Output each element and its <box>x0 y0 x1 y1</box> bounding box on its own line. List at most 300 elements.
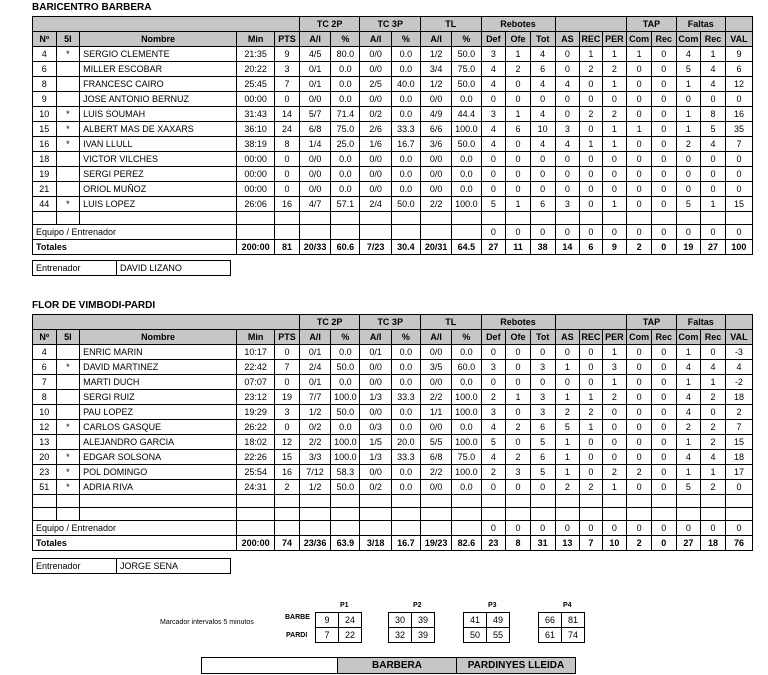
stat-cell: 0.0 <box>391 152 420 167</box>
stat-cell: 0 <box>676 521 701 536</box>
header-spacer <box>555 17 627 32</box>
stat-cell: 0 <box>506 360 531 375</box>
stat-cell: 0 <box>580 465 602 480</box>
stat-cell: 2/2 <box>420 197 451 212</box>
stat-cell: 0 <box>275 420 300 435</box>
stat-cell: 4/7 <box>299 197 330 212</box>
stat-cell: 0 <box>725 152 752 167</box>
stat-cell: 0 <box>602 405 627 420</box>
stat-cell: 5 <box>481 435 506 450</box>
stat-cell: 0 <box>530 225 555 240</box>
stat-cell: 4 <box>725 360 752 375</box>
stat-cell: 1 <box>602 137 627 152</box>
stat-cell: 4 <box>701 77 726 92</box>
stat-cell: 0 <box>580 225 602 240</box>
stat-cell: 100.0 <box>452 435 481 450</box>
column-header: VAL <box>725 32 752 47</box>
stat-cell: 0 <box>627 345 652 360</box>
player-row <box>33 122 753 137</box>
stat-cell <box>56 182 80 197</box>
stat-cell: 3 <box>275 62 300 77</box>
stat-cell: 0 <box>506 405 531 420</box>
stat-cell: 1 <box>627 47 652 62</box>
stat-cell: 0 <box>627 182 652 197</box>
stat-cell: 2 <box>580 62 602 77</box>
stat-cell: 50.0 <box>331 480 360 495</box>
stat-cell: 1/6 <box>360 137 391 152</box>
stat-cell: 10 <box>33 405 57 420</box>
stat-cell: 0 <box>627 225 652 240</box>
stat-cell: 1 <box>676 77 701 92</box>
stat-cell: 0 <box>506 225 531 240</box>
totals-row <box>33 536 753 551</box>
player-name: JOSE ANTONIO BERNUZ <box>80 92 237 107</box>
stat-cell: 1 <box>676 435 701 450</box>
stat-cell: 7 <box>725 137 752 152</box>
stat-cell: 0/1 <box>299 375 330 390</box>
stat-cell: 6 <box>33 360 57 375</box>
player-name: SERGI PEREZ <box>80 167 237 182</box>
stat-cell: 24 <box>275 122 300 137</box>
player-row <box>33 480 753 495</box>
empty-row <box>33 508 753 521</box>
stat-cell: 1 <box>602 345 627 360</box>
stat-cell: 14 <box>275 107 300 122</box>
stat-cell: 0 <box>602 450 627 465</box>
stat-cell: 0.0 <box>391 405 420 420</box>
stat-cell: 0 <box>602 420 627 435</box>
stat-cell: 6 <box>530 420 555 435</box>
stat-cell: 60.0 <box>452 360 481 375</box>
empty-cell <box>33 495 57 508</box>
column-header: AS <box>555 330 580 345</box>
stat-cell: 3 <box>530 360 555 375</box>
column-header: A/I <box>299 32 330 47</box>
column-header: A/I <box>420 330 451 345</box>
player-name: LUIS SOUMAH <box>80 107 237 122</box>
stat-cell: 2 <box>481 465 506 480</box>
stat-cell: 15 <box>275 450 300 465</box>
group-header-rebotes: Rebotes <box>481 315 555 330</box>
stat-cell: 0.0 <box>331 152 360 167</box>
stat-cell: 0 <box>530 167 555 182</box>
player-name: EDGAR SOLSONA <box>80 450 237 465</box>
total-cell: 0 <box>651 536 676 551</box>
stat-cell: 0 <box>530 182 555 197</box>
stat-cell: 18:02 <box>237 435 275 450</box>
player-row <box>33 360 753 375</box>
column-header: Tot <box>530 330 555 345</box>
period-header: P3 <box>488 602 497 609</box>
stat-cell: 0.0 <box>331 77 360 92</box>
empty-cell <box>452 495 481 508</box>
stat-cell: 5 <box>701 122 726 137</box>
stat-cell: 0 <box>651 167 676 182</box>
stat-cell: 0 <box>555 107 580 122</box>
empty-cell <box>331 212 360 225</box>
stat-cell: 0 <box>627 375 652 390</box>
stat-cell: 0.0 <box>391 92 420 107</box>
stat-cell: 5 <box>676 62 701 77</box>
stat-cell: 0 <box>676 225 701 240</box>
stat-cell: 0/0 <box>420 167 451 182</box>
stat-cell: * <box>56 360 80 375</box>
stat-cell: 58.3 <box>331 465 360 480</box>
stat-cell: 0/0 <box>420 480 451 495</box>
stat-cell: 0 <box>651 77 676 92</box>
player-row <box>33 420 753 435</box>
stat-cell: 2 <box>580 480 602 495</box>
stat-cell: 0 <box>275 375 300 390</box>
stat-cell: 2/4 <box>360 197 391 212</box>
player-name: ALBERT MAS DE XAXARS <box>80 122 237 137</box>
stat-cell: 0 <box>481 182 506 197</box>
stat-cell <box>56 390 80 405</box>
period-score-cell: 24 <box>339 613 362 628</box>
stat-cell: 10 <box>530 122 555 137</box>
column-header: REC <box>580 330 602 345</box>
stat-cell: 4 <box>481 77 506 92</box>
total-cell: 74 <box>275 536 300 551</box>
player-row <box>33 450 753 465</box>
stat-cell <box>237 521 275 536</box>
stat-cell: 16 <box>33 137 57 152</box>
group-header-tc2p: TC 2P <box>299 17 360 32</box>
stat-cell: 6 <box>530 450 555 465</box>
stat-cell: * <box>56 450 80 465</box>
player-name: DAVID MARTINEZ <box>80 360 237 375</box>
stat-cell: 1/5 <box>360 435 391 450</box>
stat-cell: 00:00 <box>237 152 275 167</box>
stat-cell: 0 <box>530 345 555 360</box>
total-cell: 9 <box>602 240 627 255</box>
stat-cell: 00:00 <box>237 182 275 197</box>
stat-cell: 2 <box>676 420 701 435</box>
stat-cell: 1 <box>676 465 701 480</box>
period-box <box>463 612 510 643</box>
stat-cell: 4/5 <box>299 47 330 62</box>
empty-cell <box>275 212 300 225</box>
stat-cell: 1 <box>701 465 726 480</box>
stat-cell: 1 <box>676 345 701 360</box>
total-cell: 82.6 <box>452 536 481 551</box>
stat-cell: 0 <box>651 521 676 536</box>
stat-cell: 3 <box>275 405 300 420</box>
stat-cell: 0 <box>602 225 627 240</box>
stat-cell: 2 <box>701 480 726 495</box>
stat-cell: 1 <box>676 375 701 390</box>
period-header: P1 <box>340 602 349 609</box>
empty-cell <box>651 495 676 508</box>
empty-cell <box>676 212 701 225</box>
stat-cell: 0 <box>651 345 676 360</box>
stat-cell: 1/2 <box>420 47 451 62</box>
stat-cell: 1 <box>602 480 627 495</box>
total-cell: 8 <box>506 536 531 551</box>
player-row <box>33 182 753 197</box>
stat-cell: 0 <box>701 225 726 240</box>
empty-cell <box>237 495 275 508</box>
empty-cell <box>481 212 506 225</box>
stat-cell: 2 <box>701 420 726 435</box>
period-score-cell: 81 <box>562 613 585 628</box>
stat-cell: 4 <box>676 47 701 62</box>
stat-cell: 26:06 <box>237 197 275 212</box>
header-spacer <box>725 17 752 32</box>
stat-cell <box>331 225 360 240</box>
stat-cell: 7/7 <box>299 390 330 405</box>
periods-label: Marcador intervalos 5 minutos <box>160 619 254 626</box>
stat-cell: 12 <box>33 420 57 435</box>
stat-cell: 0.0 <box>391 62 420 77</box>
stat-cell: 2/6 <box>360 122 391 137</box>
empty-cell <box>420 508 451 521</box>
column-header: Nº <box>33 330 57 345</box>
stat-cell: 2 <box>555 480 580 495</box>
stat-cell: 0/0 <box>420 182 451 197</box>
stat-cell: 36:10 <box>237 122 275 137</box>
stat-cell: 0 <box>725 480 752 495</box>
stat-cell: 0 <box>506 375 531 390</box>
stat-cell: 0.0 <box>452 182 481 197</box>
stat-cell: 0 <box>627 152 652 167</box>
stat-cell: 0 <box>506 435 531 450</box>
empty-cell <box>481 508 506 521</box>
stat-cell: 26:22 <box>237 420 275 435</box>
stat-cell <box>56 77 80 92</box>
empty-cell <box>420 212 451 225</box>
team2-name: FLOR DE VIMBODI-PARDI <box>32 300 156 311</box>
stat-cell: 0.0 <box>452 167 481 182</box>
stat-cell: 0.0 <box>331 375 360 390</box>
stat-cell: 2 <box>275 480 300 495</box>
stat-cell: 2 <box>627 465 652 480</box>
stat-cell: 0 <box>701 92 726 107</box>
stat-cell: 0 <box>580 375 602 390</box>
stat-cell: 5 <box>530 465 555 480</box>
stat-cell: 1 <box>602 122 627 137</box>
stat-cell: 17 <box>725 465 752 480</box>
total-cell: 27 <box>481 240 506 255</box>
stat-cell: 3/4 <box>420 62 451 77</box>
stat-cell: 9 <box>275 47 300 62</box>
team-coach-label: Equipo / Entrenador <box>33 225 237 240</box>
stat-cell: 2 <box>555 405 580 420</box>
stat-cell: 20:22 <box>237 62 275 77</box>
stat-cell: 20.0 <box>391 435 420 450</box>
empty-cell <box>701 212 726 225</box>
total-cell: 23 <box>481 536 506 551</box>
stat-cell: 0 <box>580 77 602 92</box>
stat-cell: 0 <box>481 92 506 107</box>
total-cell: 30.4 <box>391 240 420 255</box>
stat-cell: 0 <box>627 420 652 435</box>
stat-cell: 0 <box>651 360 676 375</box>
stat-cell: 16 <box>275 197 300 212</box>
stat-cell: 0 <box>627 137 652 152</box>
empty-cell <box>80 495 237 508</box>
stat-cell: 0 <box>580 360 602 375</box>
column-header-row <box>33 330 753 345</box>
stat-cell: 0/0 <box>420 345 451 360</box>
stat-cell: 20 <box>33 450 57 465</box>
stat-cell: 2/2 <box>420 390 451 405</box>
column-header: Nombre <box>80 32 237 47</box>
stat-cell: 100.0 <box>452 465 481 480</box>
empty-cell <box>299 212 330 225</box>
column-header: Ofe <box>506 32 531 47</box>
stat-cell <box>391 521 420 536</box>
total-cell: 0 <box>651 240 676 255</box>
stat-cell: 2 <box>701 435 726 450</box>
stat-cell: 0.0 <box>391 182 420 197</box>
stat-cell: 0/0 <box>360 375 391 390</box>
stat-cell: 18 <box>725 390 752 405</box>
stat-cell: 0.0 <box>391 375 420 390</box>
stat-cell: 0/0 <box>360 465 391 480</box>
stat-cell: 0 <box>275 152 300 167</box>
total-cell: 10 <box>602 536 627 551</box>
stat-cell: 2 <box>602 107 627 122</box>
totals-label: Totales <box>33 240 237 255</box>
stat-cell: 4 <box>481 62 506 77</box>
stat-cell: 0 <box>555 375 580 390</box>
stat-cell: 50.0 <box>452 137 481 152</box>
stat-cell: 0/0 <box>360 47 391 62</box>
stat-cell: 0 <box>651 435 676 450</box>
column-header: A/I <box>360 330 391 345</box>
stat-cell: 1 <box>555 465 580 480</box>
stat-cell: 8 <box>701 107 726 122</box>
total-cell: 63.9 <box>331 536 360 551</box>
column-header: Nº <box>33 32 57 47</box>
stat-cell: 0.0 <box>391 465 420 480</box>
empty-cell <box>602 508 627 521</box>
total-cell: 11 <box>506 240 531 255</box>
stat-cell: 2 <box>506 62 531 77</box>
period-team-a: BARBE <box>285 614 310 621</box>
player-name: ALEJANDRO GARCIA <box>80 435 237 450</box>
team1-coach-row <box>32 260 753 275</box>
empty-cell <box>530 508 555 521</box>
stat-cell <box>452 521 481 536</box>
column-header: Com <box>627 330 652 345</box>
stat-cell: 0 <box>506 77 531 92</box>
stat-cell <box>275 225 300 240</box>
stat-cell: 0/0 <box>360 152 391 167</box>
empty-cell <box>56 508 80 521</box>
stat-cell: 0/1 <box>360 345 391 360</box>
totals-row <box>33 240 753 255</box>
column-header: % <box>331 330 360 345</box>
stat-cell: 1/3 <box>360 450 391 465</box>
player-name: IVAN LLULL <box>80 137 237 152</box>
stat-cell: 100.0 <box>452 390 481 405</box>
stat-cell: 0 <box>602 92 627 107</box>
stat-cell: 0 <box>530 92 555 107</box>
stat-cell: 1 <box>506 47 531 62</box>
stat-cell: 0 <box>676 152 701 167</box>
stat-cell: 6/8 <box>299 122 330 137</box>
team-coach-label: Equipo / Entrenador <box>33 521 237 536</box>
empty-cell <box>602 212 627 225</box>
stat-cell: 1/2 <box>420 77 451 92</box>
stat-cell: 33.3 <box>391 390 420 405</box>
empty-cell <box>299 508 330 521</box>
stat-cell: 1 <box>676 122 701 137</box>
stat-cell: 1/2 <box>299 405 330 420</box>
empty-cell <box>391 508 420 521</box>
stat-cell: 0 <box>580 435 602 450</box>
player-name: ORIOL MUÑOZ <box>80 182 237 197</box>
total-cell: 2 <box>627 536 652 551</box>
stat-cell <box>360 521 391 536</box>
stat-cell: 0/0 <box>360 62 391 77</box>
stat-cell <box>452 225 481 240</box>
total-cell: 76 <box>725 536 752 551</box>
stat-cell: 1/4 <box>299 137 330 152</box>
stat-cell: 2 <box>602 465 627 480</box>
stat-cell: 0 <box>701 405 726 420</box>
empty-cell <box>602 495 627 508</box>
stat-cell: 0 <box>506 480 531 495</box>
stat-cell: 1 <box>602 197 627 212</box>
stat-cell: 33.3 <box>391 450 420 465</box>
group-header-tc2p: TC 2P <box>299 315 360 330</box>
stat-cell: 4 <box>676 405 701 420</box>
stat-cell: 0 <box>627 360 652 375</box>
empty-cell <box>555 508 580 521</box>
stat-cell: 0/0 <box>360 167 391 182</box>
stat-cell: 0/1 <box>299 62 330 77</box>
stat-cell: 0 <box>651 107 676 122</box>
period-box <box>315 612 362 643</box>
stat-cell: 0.0 <box>331 182 360 197</box>
stat-cell: 4 <box>33 345 57 360</box>
stat-cell: 2/5 <box>360 77 391 92</box>
stat-cell: 0 <box>627 197 652 212</box>
stat-cell: 0/1 <box>299 77 330 92</box>
stat-cell <box>56 435 80 450</box>
stat-cell <box>56 92 80 107</box>
empty-cell <box>555 212 580 225</box>
stat-cell: 0 <box>506 137 531 152</box>
stat-cell: 21:35 <box>237 47 275 62</box>
group-header-tl: TL <box>420 17 481 32</box>
footer-team-a: BARBERA <box>338 658 457 674</box>
player-name: LUIS LOPEZ <box>80 197 237 212</box>
stat-cell: 1 <box>506 390 531 405</box>
stat-cell: 1/2 <box>299 480 330 495</box>
stat-cell <box>275 521 300 536</box>
stat-cell: 0/0 <box>420 375 451 390</box>
stat-cell: 1 <box>602 47 627 62</box>
stat-cell: 1 <box>701 47 726 62</box>
stat-cell: 00:00 <box>237 92 275 107</box>
stat-cell: 5 <box>676 480 701 495</box>
stat-cell: 5/7 <box>299 107 330 122</box>
team1-boxscore-table <box>32 16 753 255</box>
stat-cell: 3/3 <box>299 450 330 465</box>
stat-cell: * <box>56 122 80 137</box>
stat-cell: 3/5 <box>420 360 451 375</box>
empty-cell <box>237 212 275 225</box>
empty-cell <box>580 212 602 225</box>
stat-cell: 15 <box>33 122 57 137</box>
stat-cell: 6/6 <box>420 122 451 137</box>
stat-cell: 1 <box>506 197 531 212</box>
stat-cell: 0 <box>555 182 580 197</box>
